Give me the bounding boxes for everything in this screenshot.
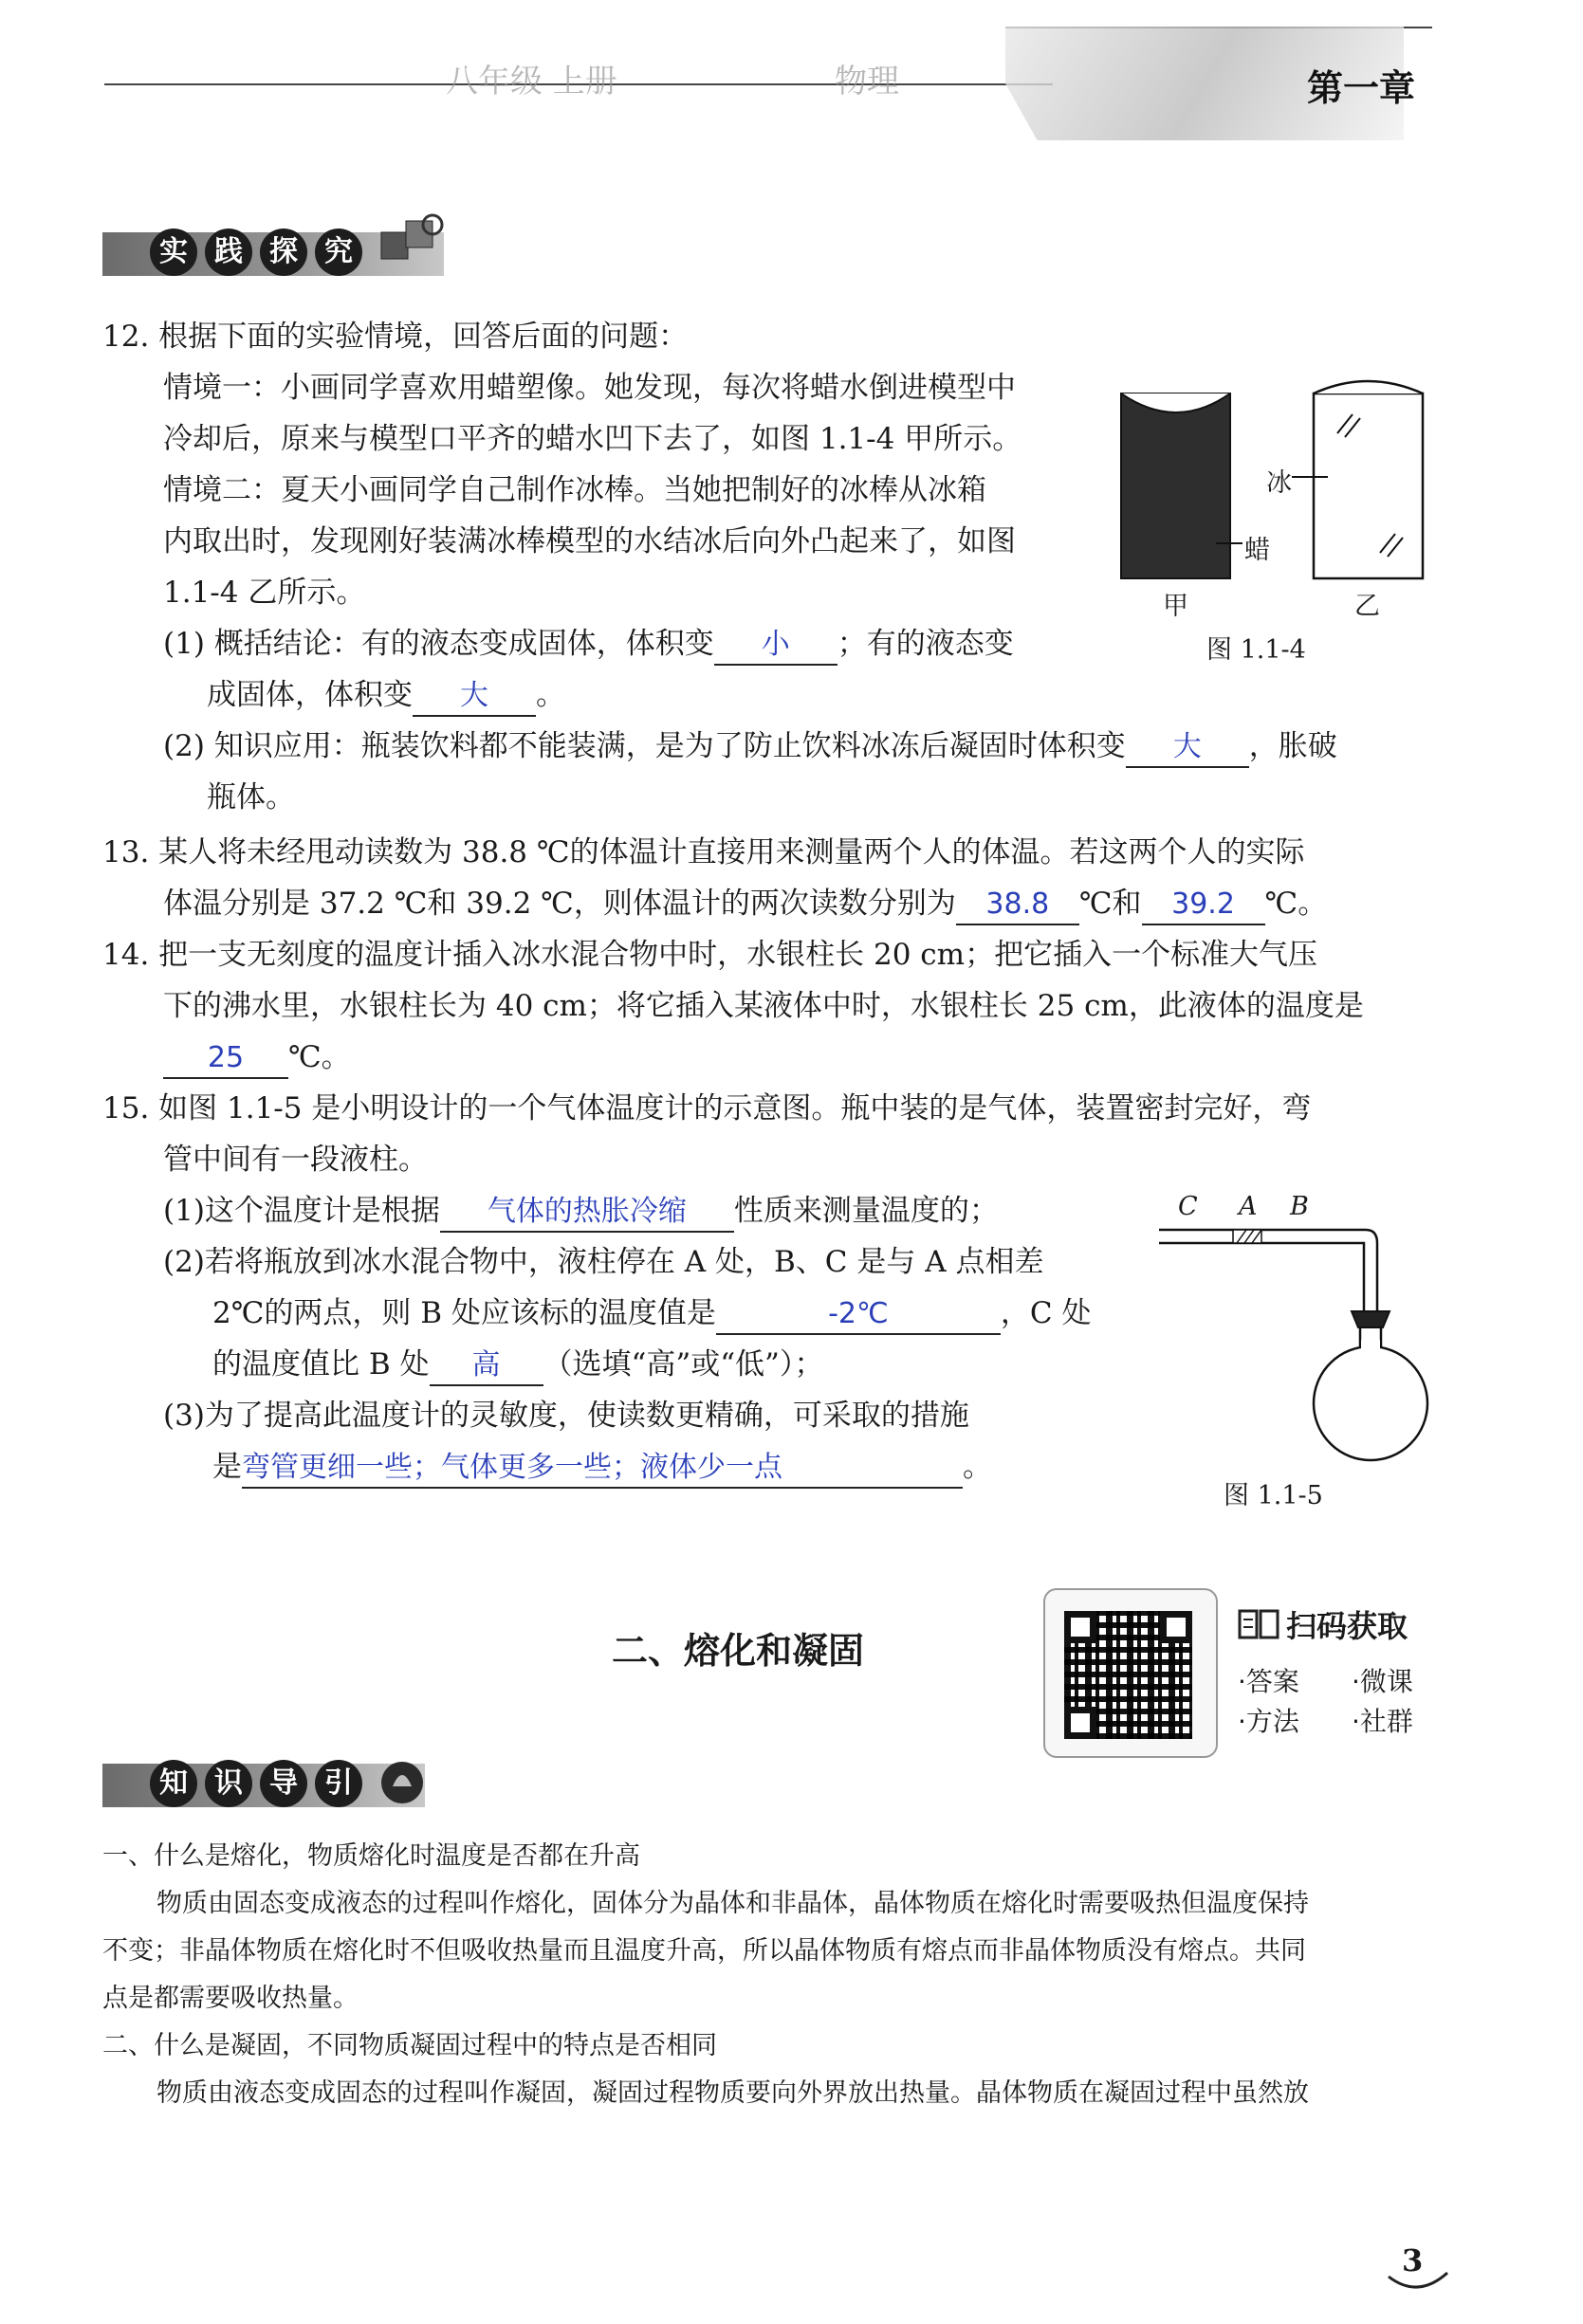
q12-scenario2-line2: 内取出时，发现刚好装满冰棒模型的水结冰后向外凸起来了，如图 xyxy=(163,524,1016,558)
q12-answer-3[interactable]: 大 xyxy=(1126,727,1249,768)
q15-part2-line3: 的温度值比 B 处 高 （选填“高”或“低”）； xyxy=(212,1339,823,1390)
q15-line1: 15. 如图 1.1-5 是小明设计的一个气体温度计的示意图。瓶中装的是气体，装置密封完好，弯 xyxy=(102,1091,1312,1125)
practice-char-1: 实 xyxy=(150,229,197,276)
guide-para-1-line3: 点是都需要吸收热量。 xyxy=(102,1984,359,2013)
q15-part3-line2: 是弯管更细一些；气体更多一些；液体少一点 。 xyxy=(212,1441,992,1492)
guide-heading-1: 一、什么是熔化，物质熔化时温度是否都在升高 xyxy=(102,1841,640,1871)
qr-code[interactable] xyxy=(1064,1611,1192,1739)
guide-heading-2: 二、什么是凝固，不同物质凝固过程中的特点是否相同 xyxy=(102,2031,717,2060)
fig-label-a: A xyxy=(1239,1192,1258,1221)
header-book: 八年级 上册 xyxy=(446,63,617,101)
fig-label-yi: 乙 xyxy=(1354,592,1380,621)
q13-line2: 体温分别是 37.2 ℃和 39.2 ℃，则体温计的两次读数分别为 38.8 ℃和 39.2 ℃。 xyxy=(163,878,1327,929)
scan-item-community: ·社群 xyxy=(1352,1706,1413,1737)
q15-part1: (1)这个温度计是根据 气体的热胀冷缩 性质来测量温度的； xyxy=(163,1185,999,1236)
fig-caption-1-1-5: 图 1.1-5 xyxy=(1224,1481,1323,1510)
q12-scenario2-line1: 情境二：夏天小画同学自己制作冰棒。当她把制好的冰棒从冰箱 xyxy=(163,473,986,507)
scan-icon xyxy=(1238,1608,1283,1642)
q12-scenario1-line2: 冷却后，原来与模型口平齐的蜡水凹下去了，如图 1.1-4 甲所示。 xyxy=(163,422,1022,456)
q12-answer-2[interactable]: 大 xyxy=(413,676,536,717)
scan-item-method: ·方法 xyxy=(1238,1706,1299,1737)
q13-answer-2[interactable]: 39.2 xyxy=(1142,885,1265,925)
lightbulb-icon xyxy=(377,1758,427,1807)
header-subject: 物理 xyxy=(835,63,899,101)
guide-para-1-line1: 物质由固态变成液态的过程叫作熔化，固体分为晶体和非晶体，晶体物质在熔化时需要吸热但温度保持 xyxy=(156,1889,1309,1918)
guide-char-2: 识 xyxy=(205,1760,252,1807)
figure-1-1-4 xyxy=(1100,375,1442,668)
scan-title: 扫码获取 xyxy=(1286,1608,1408,1644)
q12-part1-line2: 成固体，体积变 大 。 xyxy=(207,669,565,721)
header-chapter: 第一章 xyxy=(1307,66,1416,109)
q15-answer-4[interactable]: 弯管更细一些；气体更多一些；液体少一点 xyxy=(242,1448,963,1489)
q12-answer-1[interactable]: 小 xyxy=(714,625,838,666)
practice-section-banner xyxy=(102,232,444,276)
q12-scenario2-line3: 1.1-4 乙所示。 xyxy=(163,576,366,610)
guide-char-4: 引 xyxy=(315,1760,362,1807)
practice-char-2: 践 xyxy=(205,229,252,276)
q14-line1: 14. 把一支无刻度的温度计插入冰水混合物中时，水银柱长 20 cm；把它插入一个标准大气压 xyxy=(102,938,1318,972)
q13-answer-1[interactable]: 38.8 xyxy=(956,885,1079,925)
cubes-icon xyxy=(377,213,444,270)
q14-line2: 下的沸水里，水银柱长为 40 cm；将它插入某液体中时，水银柱长 25 cm，此液体的温度是 xyxy=(163,989,1364,1023)
q14-line3: 25 ℃。 xyxy=(163,1032,351,1083)
q15-part2-line1: (2)若将瓶放到冰水混合物中，液柱停在 A 处，B、C 是与 A 点相差 xyxy=(163,1245,1044,1279)
q15-answer-3[interactable]: 高 xyxy=(430,1345,543,1386)
q15-answer-2[interactable]: -2℃ xyxy=(716,1294,1001,1335)
fig-label-jia: 甲 xyxy=(1163,592,1188,621)
fig-label-ice: 冰 xyxy=(1266,468,1292,498)
guide-para-2-line1: 物质由液态变成固态的过程叫作凝固，凝固过程物质要向外界放出热量。晶体物质在凝固过程中虽然放 xyxy=(156,2078,1309,2108)
header-bar xyxy=(0,0,1583,133)
fig-caption-1-1-4: 图 1.1-4 xyxy=(1206,635,1306,665)
q15-line2: 管中间有一段液柱。 xyxy=(163,1143,428,1177)
fig-label-c: C xyxy=(1178,1192,1198,1221)
q15-part2-line2: 2℃的两点，则 B 处应该标的温度值是 -2℃ ，C 处 xyxy=(212,1288,1091,1339)
scan-item-answer: ·答案 xyxy=(1238,1666,1299,1697)
page-number-swoosh xyxy=(1385,2271,1451,2294)
figure-1-1-5 xyxy=(1157,1190,1442,1512)
section2-title: 二、熔化和凝固 xyxy=(612,1630,865,1672)
qr-card xyxy=(1043,1588,1218,1758)
guide-para-1-line2: 不变；非晶体物质在熔化时不但吸收热量而且温度升高，所以晶体物质有熔点而非晶体物质没有熔点。共同 xyxy=(102,1936,1306,1966)
q13-line1: 13. 某人将未经甩动读数为 38.8 ℃的体温计直接用来测量两个人的体温。若这两个人的实际 xyxy=(102,835,1305,869)
q12-part2-line2: 瓶体。 xyxy=(207,780,295,814)
guide-section-banner xyxy=(102,1764,425,1807)
practice-char-4: 究 xyxy=(315,229,362,276)
q12-part1-line1: (1) 概括结论：有的液态变成固体，体积变 小 ；有的液态变 xyxy=(163,618,1014,669)
q15-part3-line1: (3)为了提高此温度计的灵敏度，使读数更精确，可采取的措施 xyxy=(163,1399,969,1433)
q15-answer-1[interactable]: 气体的热胀冷缩 xyxy=(440,1192,734,1233)
fig-label-wax: 蜡 xyxy=(1244,536,1270,565)
q12-part2-line1: (2) 知识应用：瓶装饮料都不能装满，是为了防止饮料冰冻后凝固时体积变 大 ，胀破 xyxy=(163,721,1337,772)
fig-label-b: B xyxy=(1290,1192,1309,1221)
guide-char-3: 导 xyxy=(260,1760,307,1807)
scan-item-microclass: ·微课 xyxy=(1352,1666,1413,1697)
practice-char-3: 探 xyxy=(260,229,307,276)
guide-char-1: 知 xyxy=(150,1760,197,1807)
q12-stem: 12. 根据下面的实验情境，回答后面的问题： xyxy=(102,320,689,354)
q12-scenario1-line1: 情境一：小画同学喜欢用蜡塑像。她发现，每次将蜡水倒进模型中 xyxy=(163,371,1016,405)
page-number: 3 xyxy=(1402,2242,1424,2278)
q14-answer[interactable]: 25 xyxy=(163,1038,288,1079)
